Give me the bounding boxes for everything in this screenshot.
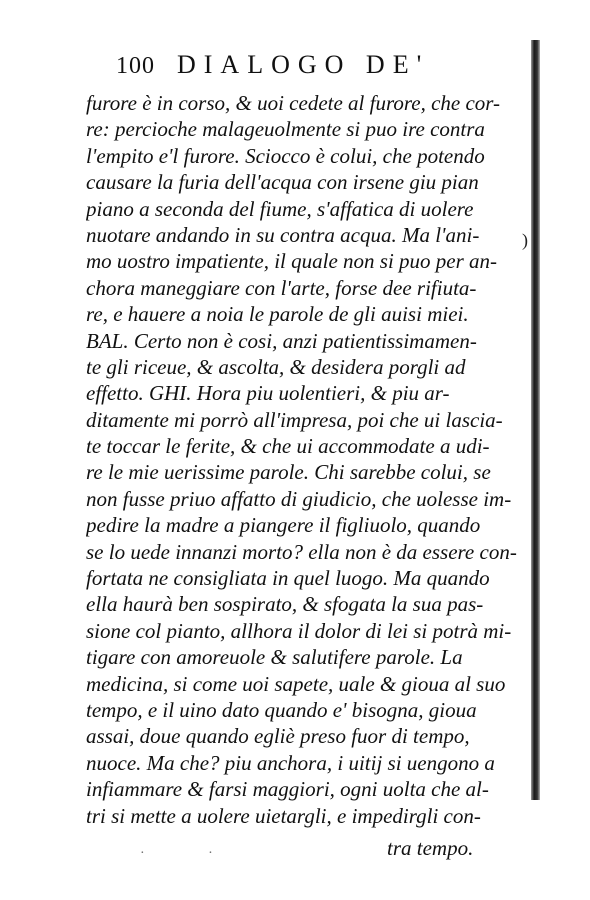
text-line: tempo, e il uino dato quando e' bisogna, gioua: [86, 697, 477, 722]
text-line: mo uostro impatiente, il quale non si puo per an-: [86, 249, 498, 274]
text-line: piano a seconda del fiume, s'affatica di uolere: [86, 196, 474, 221]
text-line: l'empito e'l furore. Sciocco è colui, che potendo: [86, 143, 485, 168]
text-line: se lo uede innanzi morto? ella non è da essere con-: [86, 539, 517, 564]
text-line: assai, doue quando egliè preso fuor di tempo,: [86, 724, 470, 749]
text-line: nuoce. Ma che? piu anchora, i uitij si uengono a: [86, 750, 495, 775]
text-line: causare la furia dell'acqua con irsene giu pian: [86, 170, 479, 195]
text-line: ditamente mi porrò all'impresa, poi che ui lascia-: [86, 407, 503, 432]
running-title: DIALOGO DE': [177, 50, 430, 79]
ink-specks: · ·: [140, 846, 243, 861]
text-line: te gli riceue, & ascolta, & desidera porgli ad: [86, 354, 466, 379]
text-line: ella haurà ben sospirato, & sfogata la sua pas-: [86, 592, 484, 617]
text-line: sione col pianto, allhora il dolor di lei si potrà mi-: [86, 618, 512, 643]
text-line: te toccar le ferite, & che ui accommodate a udi-: [86, 434, 490, 459]
margin-bracket-mark: ): [522, 230, 528, 250]
gutter-shadow: [531, 40, 540, 800]
text-line: tri si mette a uolere uietargli, e impedirgli con-: [86, 803, 481, 828]
text-line: pedire la madre a piangere il figliuolo, quando: [86, 513, 481, 538]
text-line: infiammare & farsi maggiori, ogni uolta che al-: [86, 777, 489, 802]
text-line: tigare con amoreuole & salutifere parole. La: [86, 645, 463, 670]
text-line: non fusse priuo affatto di giudicio, che uolesse im-: [86, 486, 512, 511]
page-number: 100: [116, 53, 155, 79]
text-line: nuotare andando in su contra acqua. Ma l'ani-: [86, 222, 480, 247]
text-line: chora maneggiare con l'arte, forse dee rifiuta-: [86, 275, 477, 300]
text-line: furore è in corso, & uoi cedete al furore, che cor-: [86, 91, 501, 115]
catchword: tra tempo.: [387, 836, 474, 860]
page-header: [116, 50, 516, 90]
text-line: re: percioche malageuolmente si puo ire contra: [86, 117, 485, 142]
body-text: [86, 90, 518, 829]
text-line: BAL. Certo non è cosi, anzi patientissimamen-: [86, 328, 477, 353]
text-line: medicina, si come uoi sapete, uale & gioua al suo: [86, 671, 506, 696]
text-line: effetto. GHI. Hora piu uolentieri, & piu ar-: [86, 381, 450, 406]
text-line: fortata ne consigliata in quel luogo. Ma quando: [86, 566, 490, 591]
text-line: re le mie uerissime parole. Chi sarebbe colui, se: [86, 460, 491, 485]
text-line: re, e hauere a noia le parole de gli auisi miei.: [86, 302, 469, 327]
